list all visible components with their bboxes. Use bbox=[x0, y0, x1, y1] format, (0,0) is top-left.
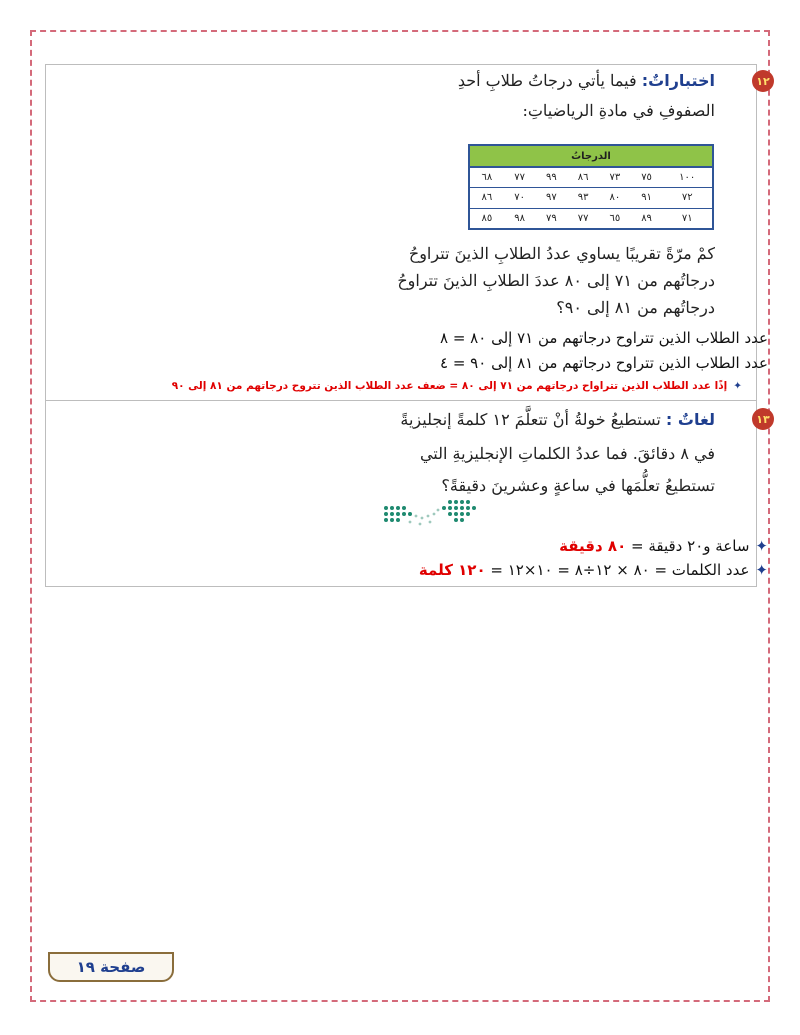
table-cell: ٧٢ bbox=[662, 188, 713, 209]
table-cell: ٦٥ bbox=[599, 208, 631, 229]
problem-13-keyword: لغاتٌ : bbox=[665, 410, 715, 429]
problem-12-answer-2: عدد الطلاب الذين تتراوح درجاتهم من ٨١ إلى ٩٠ = ٤ bbox=[440, 354, 768, 372]
problem-13-line-3: تستطيعُ تعلُّمَها في ساعةٍ وعشرينَ دقيقةً؟ bbox=[441, 476, 715, 495]
problem-13-step-2-result: ١٢٠ كلمة bbox=[418, 561, 486, 579]
problem-13-number-badge: ١٣ bbox=[752, 408, 774, 430]
problem-13-step-2 bbox=[419, 561, 768, 579]
diamond-bullet-icon: ✦ bbox=[733, 380, 742, 392]
problem-12-number-badge: ١٢ bbox=[752, 70, 774, 92]
problem-12-question-line-2: درجاتُهم من ٧١ إلى ٨٠ عددَ الطلابِ الذينَ تتراوحُ bbox=[397, 271, 715, 290]
problem-12-line-1: فيما يأتي درجاتُ طلابِ أحدِ bbox=[457, 71, 637, 90]
problem-13-step-1-result: ٨٠ دقيقة bbox=[559, 537, 627, 555]
table-cell: ٨٥ bbox=[469, 208, 504, 229]
problem-13-step-2-text: عدد الكلمات = ٨٠ × ١٢÷٨ = ١٠×١٢ = bbox=[490, 561, 750, 579]
diamond-bullet-icon: ✦ bbox=[755, 561, 768, 579]
table-cell: ١٠٠ bbox=[662, 167, 713, 188]
table-cell: ٩٣ bbox=[567, 188, 599, 209]
table-cell: ٩٨ bbox=[504, 208, 536, 229]
table-cell: ٧٣ bbox=[599, 167, 631, 188]
problem-13-line-2: في ٨ دقائقَ. فما عددُ الكلماتِ الإنجليزيةِ التي bbox=[419, 444, 715, 463]
problem-12-conclusion-text: إذًا عدد الطلاب الذين تتراواح درجاتهم من ٧١ إلى ٨٠ = ضعف عدد الطلاب الذين تتروح درجاتهم من ٨١ إلى ٩٠ bbox=[171, 380, 728, 392]
table-cell: ٩٩ bbox=[536, 167, 568, 188]
table-cell: ٨٦ bbox=[469, 188, 504, 209]
page-number-tab: صفحة ١٩ bbox=[48, 952, 174, 982]
table-cell: ٨٦ bbox=[567, 167, 599, 188]
problem-13-step-1-text: ساعة و٢٠ دقيقة = bbox=[631, 537, 750, 555]
table-cell: ٧١ bbox=[662, 208, 713, 229]
table-cell: ٧٠ bbox=[504, 188, 536, 209]
section-divider bbox=[45, 400, 757, 401]
table-cell: ٩١ bbox=[631, 188, 663, 209]
problem-12-intro bbox=[458, 71, 715, 90]
problem-13-line-1: تستطيعُ خولةُ أنْ تتعلَّمَ ١٢ كلمةً إنجليزيةً bbox=[400, 410, 661, 429]
problem-12-question-line-1: كمْ مرّةً تقريبًا يساوي عددُ الطلابِ الذينَ تتراوحُ bbox=[408, 244, 715, 263]
table-cell: ٧٧ bbox=[567, 208, 599, 229]
problem-13-line-1-wrap bbox=[400, 410, 715, 429]
table-row bbox=[469, 188, 713, 209]
table-row bbox=[469, 208, 713, 229]
grades-table bbox=[468, 144, 714, 230]
table-cell: ٧٥ bbox=[631, 167, 663, 188]
table-cell: ٧٩ bbox=[536, 208, 568, 229]
problem-13-step-1 bbox=[559, 537, 768, 555]
problem-12-conclusion bbox=[172, 380, 742, 392]
problem-12-question-line-3: درجاتُهم من ٨١ إلى ٩٠؟ bbox=[556, 298, 715, 317]
problem-12-keyword: اختباراتٌ: bbox=[641, 71, 715, 90]
diamond-bullet-icon: ✦ bbox=[755, 537, 768, 555]
table-row bbox=[469, 167, 713, 188]
table-cell: ٩٧ bbox=[536, 188, 568, 209]
vision-logo-icon bbox=[380, 496, 486, 530]
table-cell: ٦٨ bbox=[469, 167, 504, 188]
table-cell: ٨٩ bbox=[631, 208, 663, 229]
grades-table-header: الدرجاتُ bbox=[469, 145, 713, 167]
table-cell: ٨٠ bbox=[599, 188, 631, 209]
problem-12-answer-1: عدد الطلاب الذين تتراوح درجاتهم من ٧١ إلى ٨٠ = ٨ bbox=[440, 329, 768, 347]
table-cell: ٧٧ bbox=[504, 167, 536, 188]
problem-12-line-2: الصفوفِ في مادةِ الرياضياتِ: bbox=[522, 101, 715, 120]
